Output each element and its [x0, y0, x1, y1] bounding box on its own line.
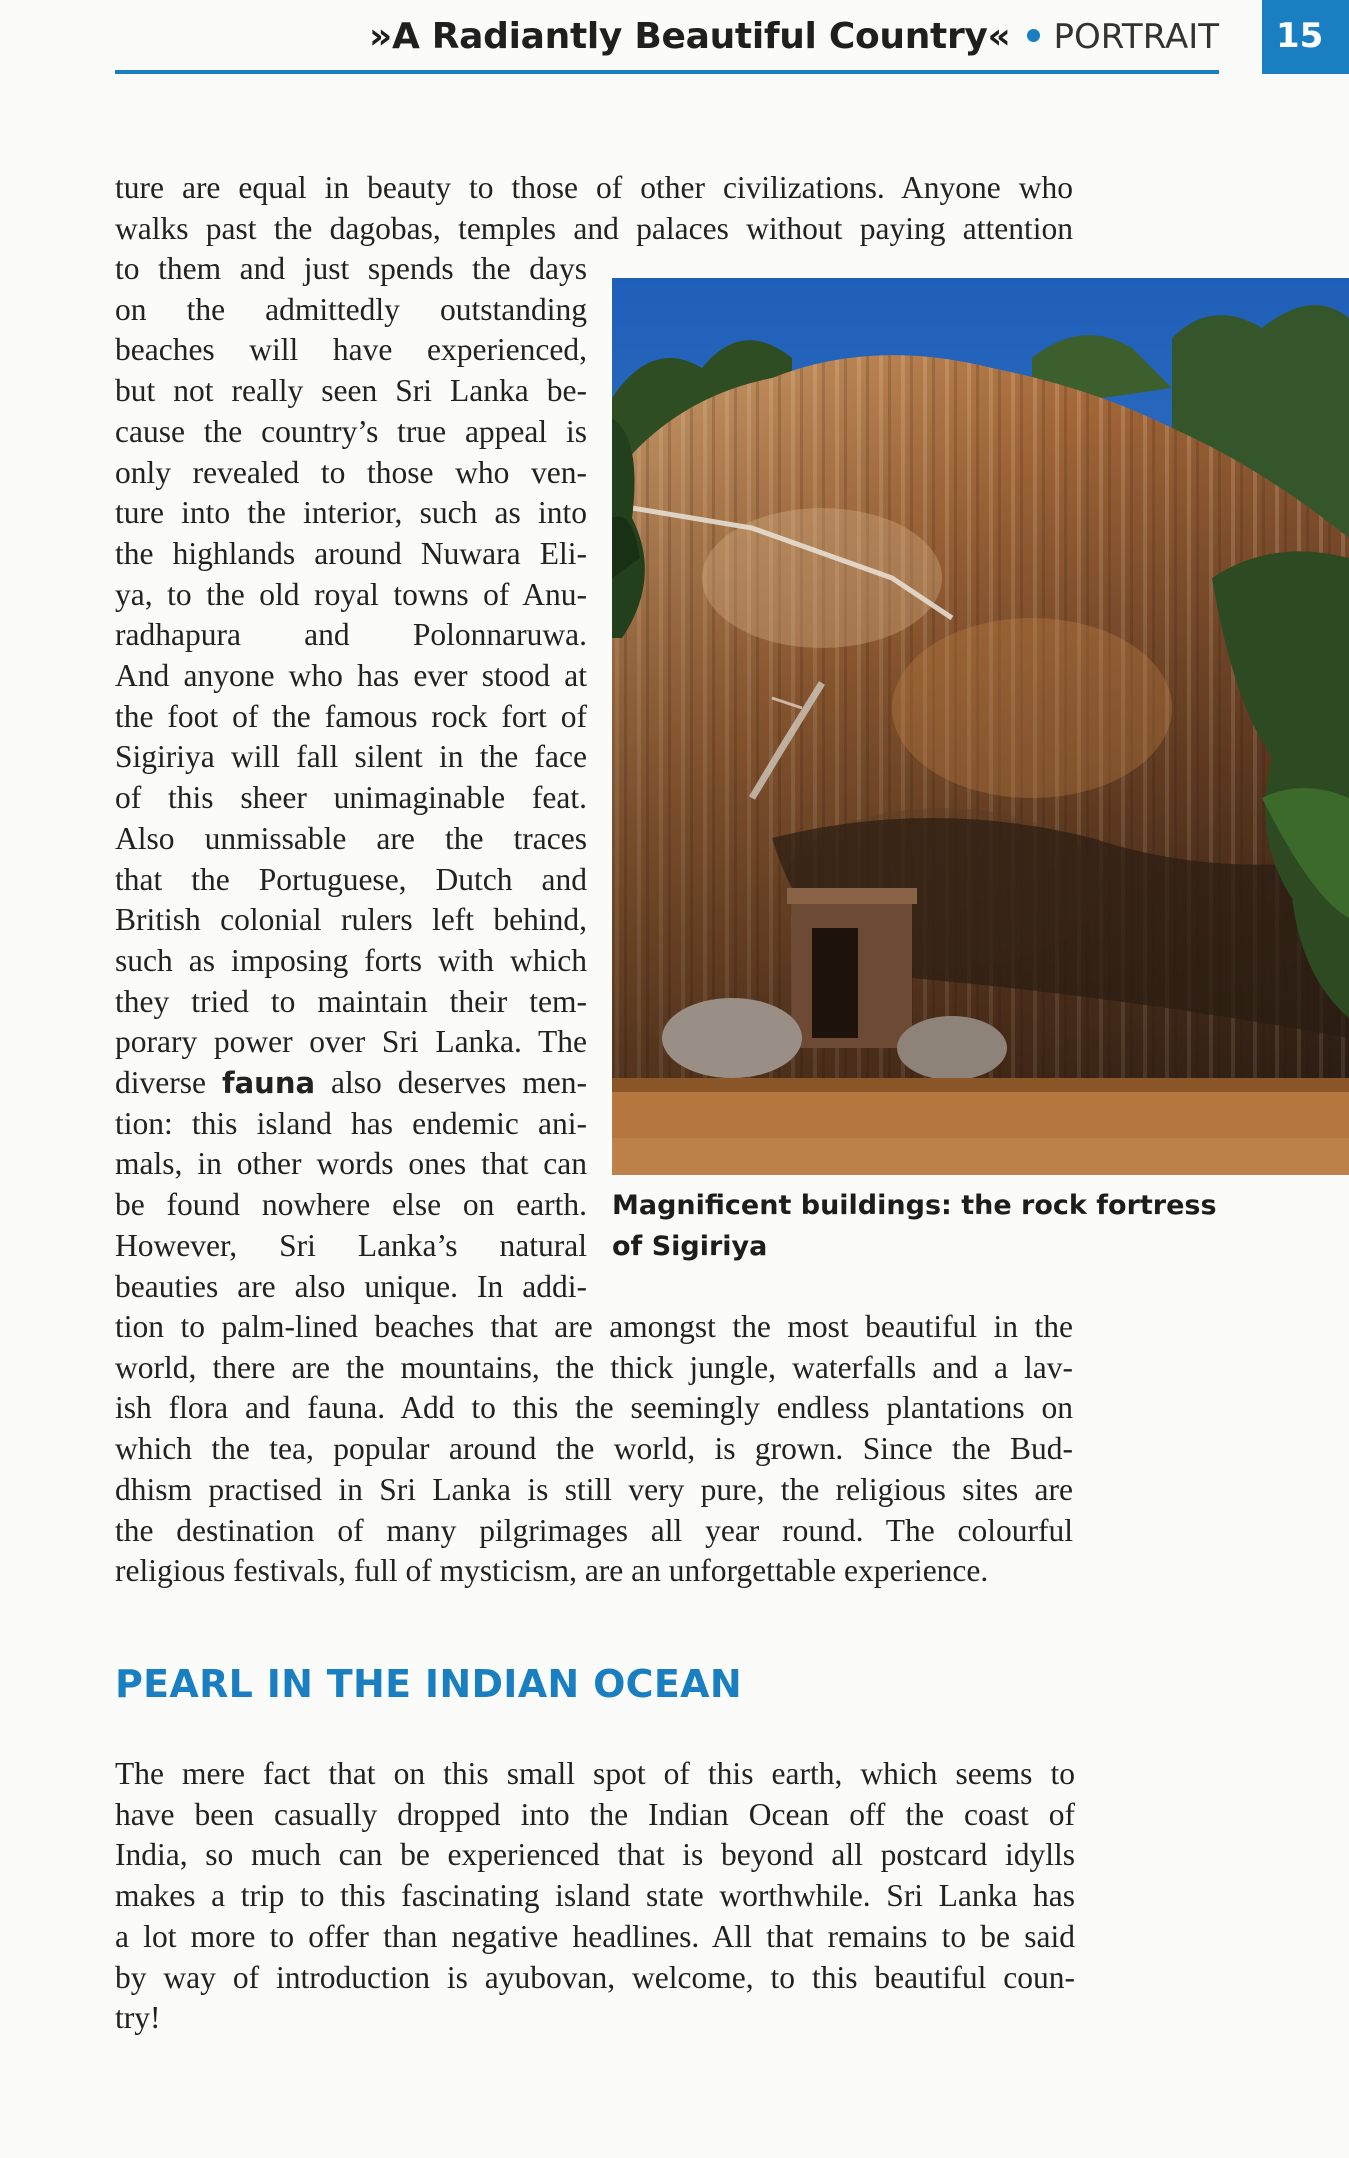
running-title: [369, 14, 1219, 60]
page-number: 15: [1262, 0, 1349, 74]
text-line: tion to palm-lined beaches that are amongst the most beautiful in the: [115, 1309, 1073, 1344]
section-heading: PEARL IN THE INDIAN OCEAN: [115, 1662, 742, 1706]
text-line: ya, to the old royal towns of Anu-: [115, 576, 587, 612]
continuation-paragraph: [115, 1307, 1073, 1592]
narrow-column-text: [115, 249, 587, 1307]
text-line: which the tea, popular around the world, is grown. Since the Bud-: [115, 1431, 1073, 1467]
text-line: cause the country’s true appeal is: [115, 413, 587, 449]
text-line: The mere fact that on this small spot of this earth, which seems to: [115, 1756, 1075, 1791]
text-line: by way of introduction is ayubovan, welcome, to this beautiful coun-: [115, 1959, 1075, 1995]
text-line: ture are equal in beauty to those of other civilizations. Anyone who: [115, 170, 1073, 205]
section-label: PORTRAIT: [1053, 17, 1219, 57]
text-line: makes a trip to this fascinating island state worthwhile. Sri Lanka has: [115, 1878, 1075, 1914]
chapter-title: »A Radiantly Beautiful Country«: [368, 16, 1011, 57]
text-line: ture into the interior, such as into: [115, 495, 587, 531]
text-line: a lot more to offer than negative headlines. All that remains to be said: [115, 1918, 1075, 1954]
text-line: Also unmissable are the traces: [115, 820, 587, 856]
photo-caption: Magnificent buildings: the rock fortress of Sigiriya: [612, 1190, 1217, 1262]
running-header: [115, 0, 1219, 74]
text-line: tion: this island has endemic ani-: [115, 1105, 587, 1141]
text-line: Sigiriya will fall silent in the face: [115, 739, 587, 775]
fauna-line: [115, 1063, 587, 1104]
text-line: British colonial rulers left behind,: [115, 902, 587, 938]
text-line: such as imposing forts with which: [115, 942, 587, 978]
text-line: the highlands around Nuwara Eli-: [115, 535, 587, 571]
text-line: that the Portuguese, Dutch and: [115, 861, 587, 897]
text-line: they tried to maintain their tem-: [115, 983, 587, 1019]
text-line: but not really seen Sri Lanka be-: [115, 373, 587, 409]
text-line: porary power over Sri Lanka. The: [115, 1024, 587, 1060]
final-paragraph: [115, 1754, 1075, 2039]
text-line: on the admittedly outstanding: [115, 291, 587, 327]
text-line: beaches will have experienced,: [115, 332, 587, 368]
text-line: religious festivals, full of mysticism, are an unforgettable experience.: [115, 1553, 989, 1589]
fauna-line-before: diverse: [115, 1065, 222, 1101]
text-line: And anyone who has ever stood at: [115, 658, 587, 694]
text-line: only revealed to those who ven-: [115, 454, 587, 490]
text-line: the foot of the famous rock fort of: [115, 698, 587, 734]
text-line: radhapura and Polonnaruwa.: [115, 617, 587, 653]
text-line: world, there are the mountains, the thick jungle, waterfalls and a lav-: [115, 1349, 1073, 1385]
text-line: walks past the dagobas, temples and palaces without paying attention: [115, 210, 1073, 246]
text-line: the destination of many pilgrimages all year round. The colourful: [115, 1512, 1073, 1548]
fauna-keyword: fauna: [221, 1066, 316, 1101]
text-line: try!: [115, 2000, 161, 2036]
header-rule: [115, 70, 1219, 74]
text-line: dhism practised in Sri Lanka is still very pure, the religious sites are: [115, 1471, 1073, 1507]
text-line: of this sheer unimaginable feat.: [115, 780, 587, 816]
text-line: mals, in other words ones that can: [115, 1146, 587, 1182]
text-line: ish flora and fauna. Add to this the seemingly endless plantations on: [115, 1390, 1073, 1426]
text-line: have been casually dropped into the Indian Ocean off the coast of: [115, 1796, 1075, 1832]
sigiriya-photo: [612, 278, 1349, 1175]
intro-paragraph: [115, 168, 1073, 249]
fauna-line-after: also deserves men-: [315, 1065, 587, 1101]
bullet-dot-icon: [1027, 29, 1040, 42]
text-line: However, Sri Lanka’s natural: [115, 1227, 587, 1263]
text-line: beauties are also unique. In addi-: [115, 1268, 587, 1304]
text-line: to them and just spends the days: [115, 251, 587, 286]
text-line: India, so much can be experienced that is beyond all postcard idylls: [115, 1837, 1075, 1873]
text-line: be found nowhere else on earth.: [115, 1187, 587, 1223]
rock-fortress-illustration: [612, 278, 1349, 1175]
